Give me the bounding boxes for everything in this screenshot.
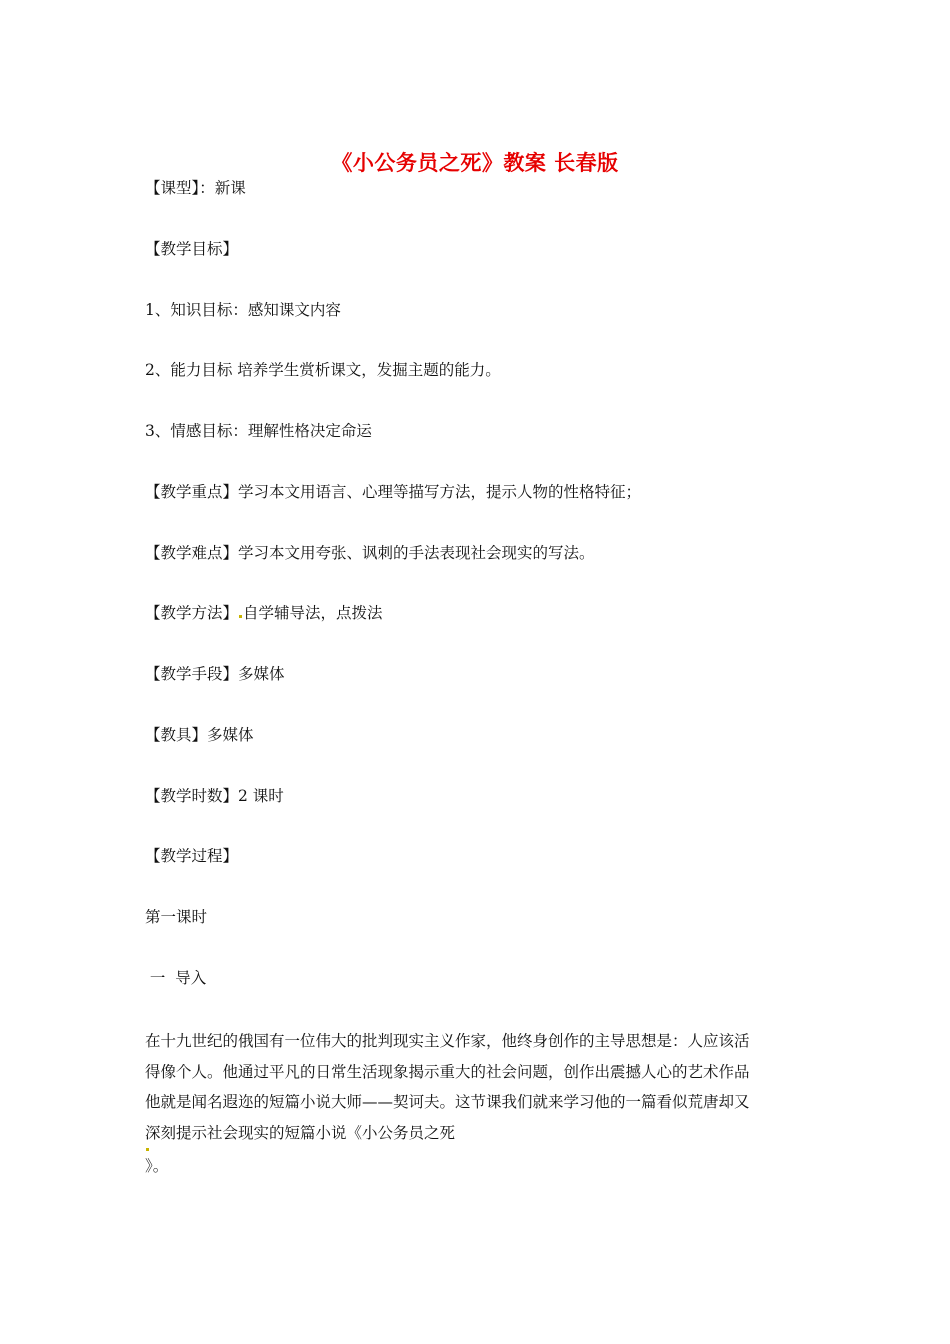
paragraph-line: 在十九世纪的俄国有一位伟大的批判现实主义作家，他终身创作的主导思想是：人应该活 [145, 1032, 750, 1050]
paragraph-line-part: 深刻提示社会现实的短篇小说《小公务员之死 [145, 1123, 456, 1142]
teaching-method-value: 自学辅导法，点拨法 [243, 604, 383, 622]
teaching-focus: 【教学重点】学习本文用语言、心理等描写方法，提示人物的性格特征； [145, 483, 642, 501]
document-title: 《小公务员之死》教案 长春版 [331, 151, 619, 175]
teaching-process-heading: 【教学过程】 [145, 847, 239, 865]
teaching-method [145, 603, 383, 623]
teaching-method-label: 【教学方法】 [145, 604, 239, 622]
highlight-mark [239, 615, 242, 618]
introduction-heading: 一 导入 [145, 969, 207, 987]
goal-emotion: 3、情感目标：理解性格决定命运 [145, 422, 372, 440]
paragraph-line-part: 》。 [145, 1157, 169, 1175]
lesson-type: 【课型】：新课 [145, 179, 246, 197]
teaching-difficulty: 【教学难点】学习本文用夸张、讽刺的手法表现社会现实的写法。 [145, 544, 595, 562]
introduction-paragraph [145, 1026, 811, 1182]
paragraph-line: 他就是闻名遐迩的短篇小说大师——契诃夫。这节课我们就来学习他的一篇看似荒唐却又 [145, 1093, 750, 1111]
first-period-heading: 第一课时 [145, 908, 208, 926]
goal-ability: 2、能力目标 培养学生赏析课文，发掘主题的能力。 [145, 361, 501, 379]
teaching-goals-heading: 【教学目标】 [145, 240, 239, 258]
paragraph-line: 得像个人。他通过平凡的日常生活现象揭示重大的社会问题，创作出震撼人心的艺术作品 [145, 1062, 750, 1081]
teaching-means: 【教学手段】多媒体 [145, 665, 285, 683]
teaching-hours: 【教学时数】2 课时 [145, 787, 284, 805]
goal-knowledge: 1、知识目标：感知课文内容 [145, 301, 341, 319]
paragraph-line [145, 1118, 811, 1182]
teaching-aids: 【教具】多媒体 [145, 726, 254, 744]
